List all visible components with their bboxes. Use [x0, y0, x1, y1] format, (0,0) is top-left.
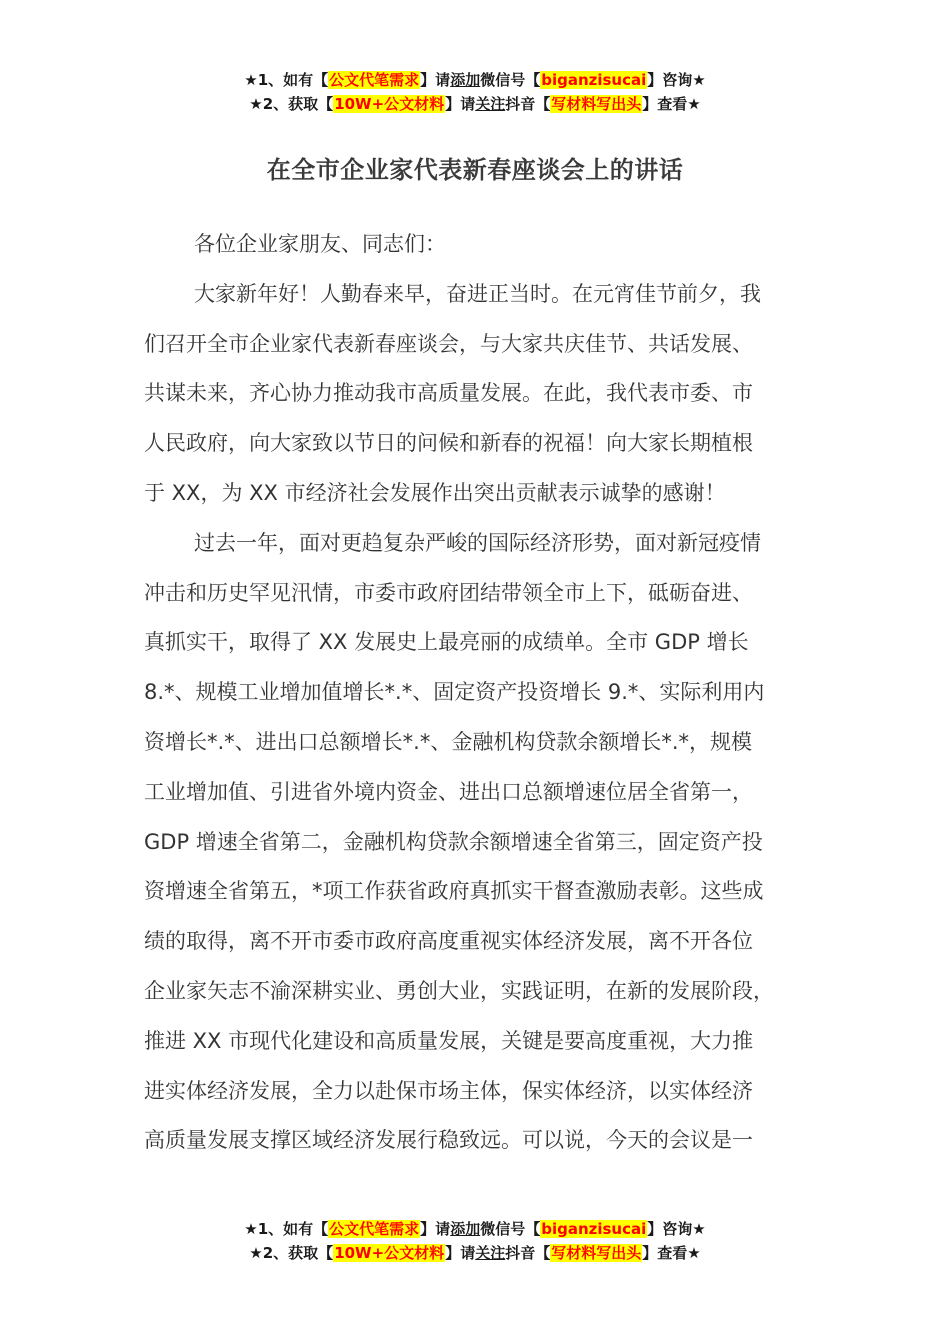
banner-line-1-text-2: 微信号【 [480, 71, 541, 89]
banner-line-1-suffix: 】咨询★ [647, 1220, 706, 1238]
banner-line-1-highlight-service: 公文代笔需求 [329, 1220, 420, 1238]
top-banner [0, 68, 950, 116]
banner-line-1-text: 】请 [420, 1220, 451, 1238]
banner-line-2-highlight-douyin: 写材料写出头 [551, 1244, 642, 1262]
paragraph-line: 资增速全省第五，*项工作获省政府真抓实干督查激励表彰。这些成 [144, 879, 764, 904]
paragraph-line: 工业增加值、引进省外境内资金、进出口总额增速位居全省第一， [144, 779, 753, 804]
banner-line-2-underlined: 关注 [475, 95, 506, 113]
banner-line-1 [0, 68, 950, 92]
banner-line-2-highlight-douyin: 写材料写出头 [551, 95, 642, 113]
banner-line-2-highlight-materials: 10W+公文材料 [334, 1244, 445, 1262]
document-title: 在全市企业家代表新春座谈会上的讲话 [266, 156, 684, 184]
banner-line-1-text-2: 微信号【 [480, 1220, 541, 1238]
banner-line-1-text: 】请 [420, 71, 451, 89]
paragraph-line: 进实体经济发展，全力以赴保市场主体，保实体经济，以实体经济 [144, 1078, 753, 1103]
paragraph-line: 冲击和历史罕见汛情，市委市政府团结带领全市上下，砥砺奋进、 [144, 580, 753, 605]
paragraph-2 [144, 519, 816, 1166]
banner-line-2-text: 】请 [445, 1244, 476, 1262]
paragraph-line: 人民政府，向大家致以节日的问候和新春的祝福！向大家长期植根 [144, 431, 753, 456]
paragraph-line: 绩的取得，离不开市委市政府高度重视实体经济发展，离不开各位 [144, 929, 753, 954]
paragraph-line: 们召开全市企业家代表新春座谈会，与大家共庆佳节、共话发展、 [144, 331, 753, 356]
paragraph-line: GDP 增速全省第二，金融机构贷款余额增速全省第三，固定资产投 [144, 829, 763, 854]
paragraph-line: 8.*、规模工业增加值增长*.*、固定资产投资增长 9.*、实际利用内 [144, 680, 765, 705]
paragraph-line: 于 XX，为 XX 市经济社会发展作出突出贡献表示诚挚的感谢！ [144, 480, 726, 505]
paragraph-line: 过去一年，面对更趋复杂严峻的国际经济形势，面对新冠疫情 [194, 530, 761, 555]
banner-line-1-highlight-wechat: biganzisucai [541, 71, 647, 89]
banner-line-1-highlight-service: 公文代笔需求 [329, 71, 420, 89]
banner-line-2-suffix: 】查看★ [642, 1244, 701, 1262]
paragraph-line: 资增长*.*、进出口总额增长*.*、金融机构贷款余额增长*.*，规模 [144, 729, 753, 754]
paragraph-line: 共谋未来，齐心协力推动我市高质量发展。在此，我代表市委、市 [144, 381, 753, 406]
banner-line-2-text-2: 抖音【 [505, 95, 551, 113]
paragraph-line: 真抓实干，取得了 XX 发展史上最亮丽的成绩单。全市 GDP 增长 [144, 630, 749, 655]
bottom-banner [0, 1217, 950, 1265]
paragraph-1 [144, 270, 816, 519]
salutation: 各位企业家朋友、同志们： [194, 232, 446, 256]
banner-line-2-text-2: 抖音【 [505, 1244, 551, 1262]
banner-line-2-text: 】请 [445, 95, 476, 113]
banner-line-1-underlined: 添加 [450, 71, 481, 89]
banner-line-2 [0, 1241, 950, 1265]
paragraph-line: 大家新年好！人勤春来早，奋进正当时。在元宵佳节前夕，我 [194, 281, 761, 306]
banner-line-2-prefix: ★2、获取【 [249, 95, 334, 113]
banner-line-2-highlight-materials: 10W+公文材料 [334, 95, 445, 113]
banner-line-2-underlined: 关注 [475, 1244, 506, 1262]
banner-line-1-highlight-wechat: biganzisucai [541, 1220, 647, 1238]
paragraph-line: 推进 XX 市现代化建设和高质量发展，关键是要高度重视，大力推 [144, 1028, 754, 1053]
paragraph-line: 高质量发展支撑区域经济发展行稳致远。可以说，今天的会议是一 [144, 1128, 753, 1153]
banner-line-2-suffix: 】查看★ [642, 95, 701, 113]
banner-line-1-underlined: 添加 [450, 1220, 481, 1238]
paragraph-line: 企业家矢志不渝深耕实业、勇创大业，实践证明，在新的发展阶段， [144, 978, 774, 1003]
banner-line-2 [0, 92, 950, 116]
banner-line-2-prefix: ★2、获取【 [249, 1244, 334, 1262]
banner-line-1-prefix: ★1、如有【 [244, 71, 329, 89]
banner-line-1-prefix: ★1、如有【 [244, 1220, 329, 1238]
document-body [144, 220, 816, 1166]
banner-line-1 [0, 1217, 950, 1241]
banner-line-1-suffix: 】咨询★ [647, 71, 706, 89]
